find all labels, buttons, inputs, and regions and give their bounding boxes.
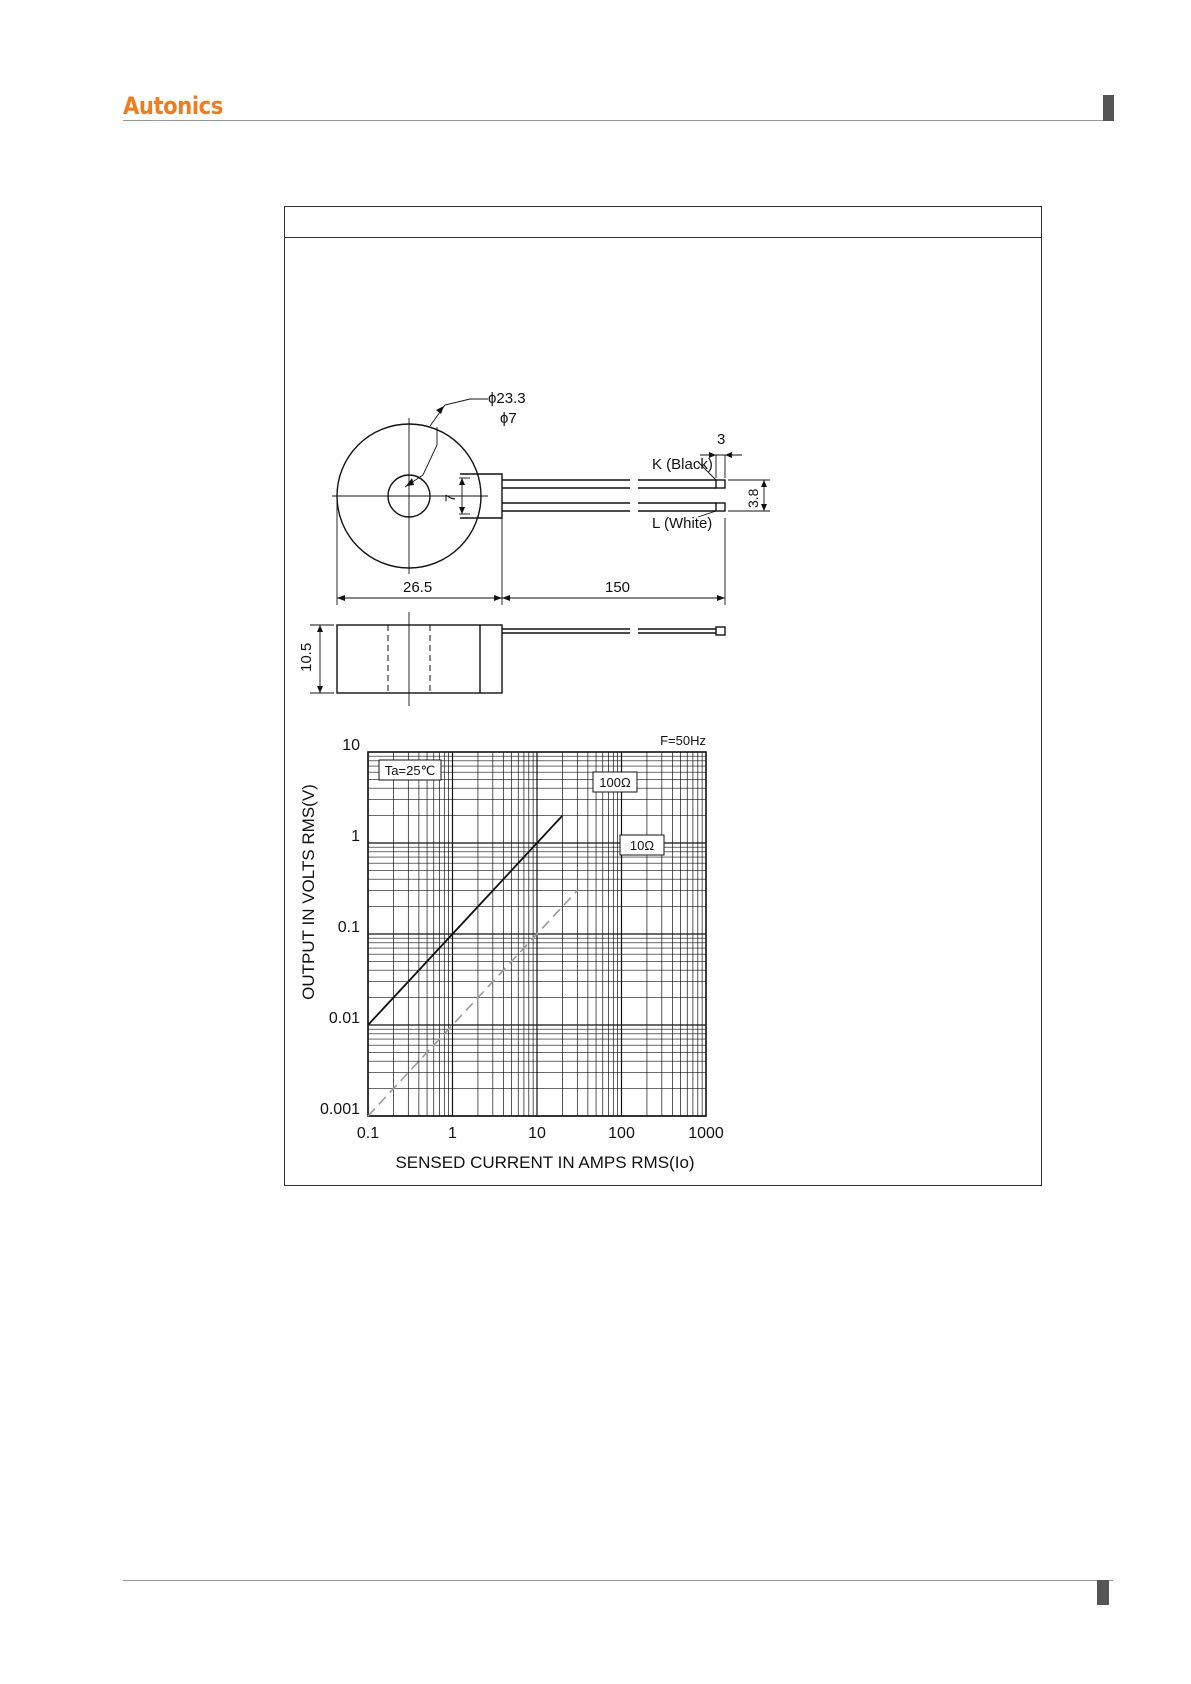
lead-label-l: L (White)	[652, 515, 713, 532]
series-label: 100Ω	[599, 775, 631, 790]
chart-frequency-note: F=50Hz	[660, 733, 706, 748]
y-tick-label: 1	[351, 828, 360, 845]
footer-tab-marker	[1097, 1580, 1109, 1605]
dim-outer-diameter: ϕ23.3	[488, 390, 526, 407]
y-tick-label: 0.001	[319, 1101, 360, 1118]
x-tick-label: 1	[448, 1125, 457, 1142]
chart-x-axis-label: SENSED CURRENT IN AMPS RMS(Io)	[395, 1153, 695, 1172]
chart-y-axis-label: OUTPUT IN VOLTS RMS(V)	[299, 784, 318, 1000]
y-tick-label: 0.1	[337, 919, 360, 936]
dim-thickness: 10.5	[298, 642, 315, 672]
dim-lead-length: 150	[605, 579, 631, 596]
y-tick-label: 10	[342, 737, 360, 754]
dim-lead-pitch: 3.8	[745, 488, 761, 508]
x-tick-label: 10	[528, 1125, 546, 1142]
dim-tab-height: 7	[442, 494, 458, 502]
output-characteristic-chart	[0, 730, 1191, 1180]
x-tick-label: 0.1	[356, 1125, 380, 1142]
dim-lead-tip: 3	[717, 431, 726, 448]
dim-body-width: 26.5	[403, 579, 433, 596]
ct-side-body	[337, 625, 502, 693]
series-label: 10Ω	[629, 838, 655, 853]
lead-label-k: K (Black)	[652, 456, 713, 473]
y-tick-label: 0.01	[328, 1010, 360, 1027]
chart-temperature-note: Ta=25℃	[384, 763, 436, 778]
autonics-logo: Autonics	[123, 92, 223, 120]
footer-rule	[123, 1580, 1113, 1581]
series-line-10-ohm	[368, 891, 577, 1116]
dim-inner-diameter: ϕ7	[500, 410, 517, 427]
x-tick-label: 100	[608, 1125, 635, 1142]
x-tick-label: 1000	[688, 1125, 724, 1142]
dimension-drawing	[0, 0, 1191, 740]
